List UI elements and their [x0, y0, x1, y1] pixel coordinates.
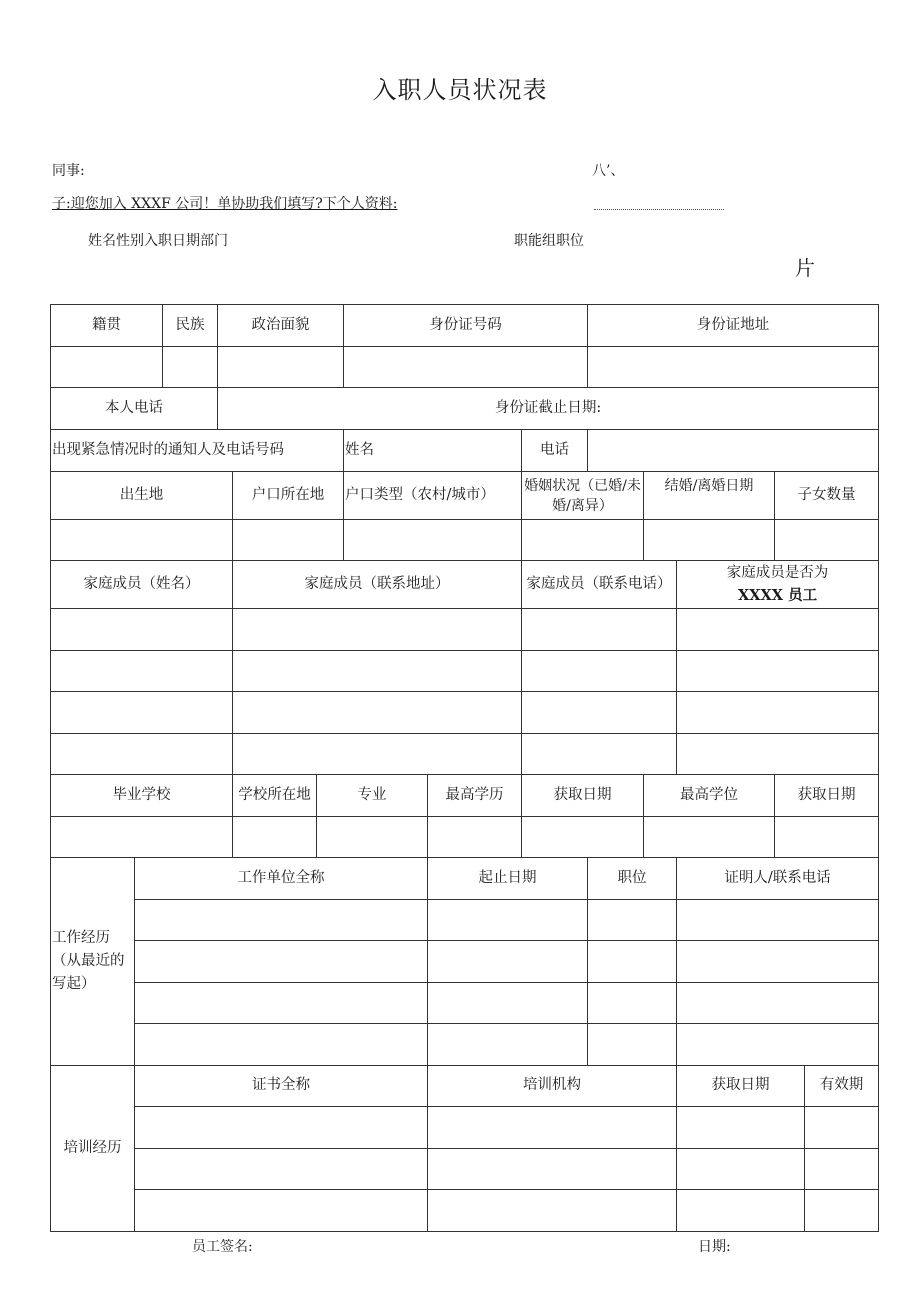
greeting-colleague: 同事:: [52, 163, 85, 179]
edu-date-cell[interactable]: [522, 817, 644, 858]
employee-signature-label: 员工签名:: [192, 1239, 253, 1255]
period-header: 起止日期: [428, 858, 588, 900]
phone-label: 本人电话: [51, 388, 218, 430]
hukou-location-header: 户口所在地: [233, 472, 344, 520]
family-phone-cell[interactable]: [522, 651, 677, 692]
emergency-phone-label: 电话: [522, 430, 588, 472]
family-employee-cell[interactable]: [677, 609, 879, 651]
institution-header: 培训机构: [428, 1066, 677, 1107]
children-count-cell[interactable]: [775, 520, 879, 561]
id-number-cell[interactable]: [344, 347, 588, 388]
basic-fields-label: 姓名性别入职日期部门: [88, 233, 228, 249]
employee-info-table: [50, 304, 879, 1232]
employer-cell[interactable]: [135, 1024, 428, 1066]
school-header: 毕业学校: [51, 775, 233, 817]
id-address-header: 身份证地址: [588, 305, 879, 347]
family-address-header: 家庭成员（联系地址）: [233, 561, 522, 609]
institution-cell[interactable]: [428, 1190, 677, 1232]
political-status-cell[interactable]: [218, 347, 344, 388]
position-cell[interactable]: [588, 983, 677, 1024]
degree-date-header: 获取日期: [775, 775, 879, 817]
institution-cell[interactable]: [428, 1149, 677, 1190]
family-address-cell[interactable]: [233, 692, 522, 734]
emergency-phone-cell[interactable]: [588, 430, 879, 472]
header-corner-text: 八’、: [592, 163, 625, 179]
family-employee-cell[interactable]: [677, 734, 879, 775]
hukou-type-header: 户口类型（农村/城市）: [344, 472, 522, 520]
validity-cell[interactable]: [805, 1149, 879, 1190]
family-employee-line2: XXXX 员工: [738, 586, 818, 604]
ethnicity-header: 民族: [163, 305, 218, 347]
family-address-cell[interactable]: [233, 609, 522, 651]
highest-degree-header: 最高学位: [644, 775, 775, 817]
family-name-cell[interactable]: [51, 734, 233, 775]
ethnicity-cell[interactable]: [163, 347, 218, 388]
period-cell[interactable]: [428, 941, 588, 983]
edu-date-header: 获取日期: [522, 775, 644, 817]
emergency-contact-label: 出现紧急情况时的通知人及电话号码: [51, 430, 344, 472]
reference-header: 证明人/联系电话: [677, 858, 879, 900]
degree-date-cell[interactable]: [775, 817, 879, 858]
photo-label: 片: [795, 256, 815, 280]
cert-date-cell[interactable]: [677, 1107, 805, 1149]
major-cell[interactable]: [317, 817, 428, 858]
birthplace-cell[interactable]: [51, 520, 233, 561]
employer-cell[interactable]: [135, 900, 428, 941]
job-fields-label: 职能组职位: [514, 233, 584, 249]
school-location-cell[interactable]: [233, 817, 317, 858]
reference-cell[interactable]: [677, 983, 879, 1024]
reference-cell[interactable]: [677, 900, 879, 941]
certificate-cell[interactable]: [135, 1107, 428, 1149]
highest-education-header: 最高学历: [428, 775, 522, 817]
cert-date-cell[interactable]: [677, 1190, 805, 1232]
id-expiry-label[interactable]: 身份证截止日期:: [218, 388, 879, 430]
training-history-label: 培训经历: [51, 1066, 135, 1232]
marriage-date-header: 结婚/离婚日期: [644, 472, 775, 520]
id-number-header: 身份证号码: [344, 305, 588, 347]
family-address-cell[interactable]: [233, 734, 522, 775]
major-header: 专业: [317, 775, 428, 817]
family-name-cell[interactable]: [51, 609, 233, 651]
employer-cell[interactable]: [135, 983, 428, 1024]
certificate-cell[interactable]: [135, 1149, 428, 1190]
native-place-cell[interactable]: [51, 347, 163, 388]
family-phone-cell[interactable]: [522, 609, 677, 651]
employer-header: 工作单位全称: [135, 858, 428, 900]
work-history-label: 工作经历（从最近的写起）: [51, 858, 135, 1066]
birthplace-header: 出生地: [51, 472, 233, 520]
position-cell[interactable]: [588, 1024, 677, 1066]
employer-cell[interactable]: [135, 941, 428, 983]
certificate-cell[interactable]: [135, 1190, 428, 1232]
marital-status-header: 婚姻状况（已婚/未婚/离异）: [522, 472, 644, 520]
school-cell[interactable]: [51, 817, 233, 858]
period-cell[interactable]: [428, 983, 588, 1024]
institution-cell[interactable]: [428, 1107, 677, 1149]
validity-header: 有效期: [805, 1066, 879, 1107]
family-employee-header: [677, 561, 879, 609]
family-phone-header: 家庭成员（联系电话）: [522, 561, 677, 609]
marriage-date-cell[interactable]: [644, 520, 775, 561]
cert-date-cell[interactable]: [677, 1149, 805, 1190]
emergency-name-label[interactable]: 姓名: [344, 430, 522, 472]
family-phone-cell[interactable]: [522, 734, 677, 775]
welcome-text: 子:迎您加入 XXXF 公司！单协助我们填写?下个人资料:: [52, 196, 398, 212]
family-address-cell[interactable]: [233, 651, 522, 692]
period-cell[interactable]: [428, 1024, 588, 1066]
family-name-cell[interactable]: [51, 651, 233, 692]
reference-cell[interactable]: [677, 941, 879, 983]
position-cell[interactable]: [588, 941, 677, 983]
validity-cell[interactable]: [805, 1190, 879, 1232]
hukou-type-cell[interactable]: [344, 520, 522, 561]
signature-date-label: 日期:: [698, 1239, 731, 1255]
school-location-header: 学校所在地: [233, 775, 317, 817]
cert-date-header: 获取日期: [677, 1066, 805, 1107]
family-employee-cell[interactable]: [677, 651, 879, 692]
native-place-header: 籍贯: [51, 305, 163, 347]
position-header: 职位: [588, 858, 677, 900]
highest-degree-cell[interactable]: [644, 817, 775, 858]
certificate-header: 证书全称: [135, 1066, 428, 1107]
marital-status-cell[interactable]: [522, 520, 644, 561]
id-address-cell[interactable]: [588, 347, 879, 388]
reference-cell[interactable]: [677, 1024, 879, 1066]
political-status-header: 政治面貌: [218, 305, 344, 347]
validity-cell[interactable]: [805, 1107, 879, 1149]
family-name-cell[interactable]: [51, 692, 233, 734]
period-cell[interactable]: [428, 900, 588, 941]
family-employee-cell[interactable]: [677, 692, 879, 734]
family-employee-line1: 家庭成员是否为: [726, 565, 829, 582]
family-phone-cell[interactable]: [522, 692, 677, 734]
children-count-header: 子女数量: [775, 472, 879, 520]
blank-underline: [594, 209, 724, 210]
hukou-location-cell[interactable]: [233, 520, 344, 561]
highest-education-cell[interactable]: [428, 817, 522, 858]
form-title: 入职人员状况表: [372, 76, 548, 104]
position-cell[interactable]: [588, 900, 677, 941]
family-name-header: 家庭成员（姓名）: [51, 561, 233, 609]
